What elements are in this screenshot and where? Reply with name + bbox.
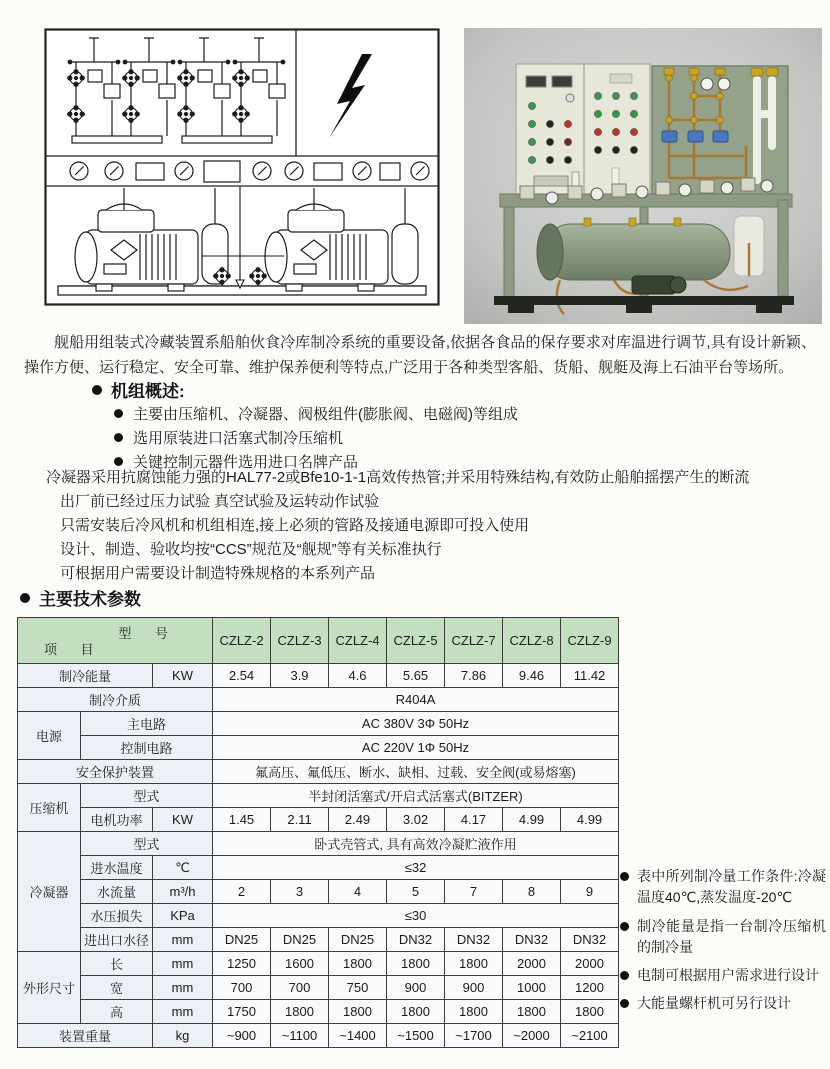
table-cell: 1250 bbox=[213, 952, 271, 976]
list-item-text: 主要由压缩机、冷凝器、阀极组件(膨胀阀、电磁阀)等组成 bbox=[133, 405, 518, 423]
table-cell: 1600 bbox=[271, 952, 329, 976]
table-cell: 2000 bbox=[503, 952, 561, 976]
table-cell: KPa bbox=[153, 904, 213, 928]
table-row bbox=[18, 1024, 619, 1048]
table-cell: 2.54 bbox=[213, 664, 271, 688]
table-cell: 1000 bbox=[503, 976, 561, 1000]
feature-lines bbox=[46, 466, 820, 586]
table-cell: R404A bbox=[213, 688, 619, 712]
table-cell: 3.02 bbox=[387, 808, 445, 832]
list-item-text: 大能量螺杆机可另行设计 bbox=[637, 995, 791, 1012]
side-notes bbox=[620, 866, 826, 1022]
table-cell: 4 bbox=[329, 880, 387, 904]
table-row bbox=[18, 832, 619, 856]
side-note-item bbox=[620, 993, 826, 1014]
model-header-cell: CZLZ-5 bbox=[387, 618, 445, 664]
table-cell: 8 bbox=[503, 880, 561, 904]
table-cell: KW bbox=[153, 808, 213, 832]
params-table-body bbox=[18, 618, 619, 1048]
table-cell: 7 bbox=[445, 880, 503, 904]
table-cell: mm bbox=[153, 952, 213, 976]
table-cell: 型式 bbox=[81, 784, 213, 808]
feature-line: 设计、制造、验收均按“CCS”规范及“舰规”等有关标准执行 bbox=[60, 541, 442, 558]
table-row bbox=[18, 808, 619, 832]
table-cell: mm bbox=[153, 976, 213, 1000]
table-cell: ~1500 bbox=[387, 1024, 445, 1048]
feature-line: 冷凝器采用抗腐蚀能力强的HAL77-2或Bfe10-1-1高效传热管;并采用特殊结构,有效防止船舶摇摆产生的断流 bbox=[46, 469, 750, 486]
side-note-item bbox=[620, 916, 826, 959]
feature-line: 可根据用户需要设计制造特殊规格的本系列产品 bbox=[60, 565, 376, 582]
overview-bullet-item bbox=[114, 425, 794, 449]
table-cell: AC 220V 1Φ 50Hz bbox=[213, 736, 619, 760]
table-cell: m³/h bbox=[153, 880, 213, 904]
table-row bbox=[18, 688, 619, 712]
model-header-cell: CZLZ-4 bbox=[329, 618, 387, 664]
bullet-icon bbox=[114, 457, 123, 466]
table-cell: 4.99 bbox=[503, 808, 561, 832]
model-header-cell: CZLZ-7 bbox=[445, 618, 503, 664]
table-cell: 2.49 bbox=[329, 808, 387, 832]
table-cell: 2 bbox=[213, 880, 271, 904]
bullet-icon bbox=[114, 409, 123, 418]
table-cell: 1.45 bbox=[213, 808, 271, 832]
model-header-cell: CZLZ-8 bbox=[503, 618, 561, 664]
overview-bullet-list bbox=[114, 401, 794, 473]
table-cell: ≤32 bbox=[213, 856, 619, 880]
list-item-text: 表中所列制冷量工作条件:冷凝温度40℃,蒸发温度-20℃ bbox=[637, 868, 826, 906]
table-cell: ~2000 bbox=[503, 1024, 561, 1048]
table-cell: KW bbox=[153, 664, 213, 688]
table-cell: 装置重量 bbox=[18, 1024, 153, 1048]
table-cell: mm bbox=[153, 928, 213, 952]
table-cell: 4.6 bbox=[329, 664, 387, 688]
table-cell: 1800 bbox=[445, 952, 503, 976]
table-cell: 主电路 bbox=[81, 712, 213, 736]
table-cell: 制冷能量 bbox=[18, 664, 153, 688]
table-cell: 进出口水径 bbox=[81, 928, 153, 952]
table-cell: 7.86 bbox=[445, 664, 503, 688]
bullet-icon bbox=[20, 593, 30, 603]
table-cell: 750 bbox=[329, 976, 387, 1000]
table-row bbox=[18, 1000, 619, 1024]
table-cell: ~2100 bbox=[561, 1024, 619, 1048]
list-item-text: 电制可根据用户需求进行设计 bbox=[637, 967, 819, 984]
table-cell: 进水温度 bbox=[81, 856, 153, 880]
bullet-icon bbox=[620, 922, 629, 931]
model-header-cell: CZLZ-3 bbox=[271, 618, 329, 664]
overview-bullet-item bbox=[114, 401, 794, 425]
table-cell: 水流量 bbox=[81, 880, 153, 904]
table-cell: 制冷介质 bbox=[18, 688, 213, 712]
corner-bottom-label: 项 目 bbox=[44, 642, 104, 657]
overview-heading-text: 机组概述: bbox=[111, 382, 185, 401]
corner-top-label: 型 号 bbox=[118, 626, 179, 641]
parameters-table-wrap bbox=[17, 617, 619, 1048]
table-cell: 氟高压、氟低压、断水、缺相、过载、安全阀(或易熔塞) bbox=[213, 760, 619, 784]
table-cell: mm bbox=[153, 1000, 213, 1024]
table-cell: 1800 bbox=[329, 952, 387, 976]
params-table bbox=[17, 617, 619, 1048]
table-cell: 1800 bbox=[387, 952, 445, 976]
parameters-heading bbox=[20, 585, 141, 610]
table-cell: 控制电路 bbox=[81, 736, 213, 760]
table-corner-cell bbox=[18, 618, 213, 664]
table-cell: 3 bbox=[271, 880, 329, 904]
table-cell: DN32 bbox=[445, 928, 503, 952]
table-cell: ℃ bbox=[153, 856, 213, 880]
table-cell: 2.11 bbox=[271, 808, 329, 832]
table-cell: 压缩机 bbox=[18, 784, 81, 832]
table-cell: 9.46 bbox=[503, 664, 561, 688]
overview-heading bbox=[92, 377, 185, 402]
table-cell: 900 bbox=[387, 976, 445, 1000]
table-cell: 电机功率 bbox=[81, 808, 153, 832]
table-cell: 安全保护装置 bbox=[18, 760, 213, 784]
table-cell: 5 bbox=[387, 880, 445, 904]
table-row bbox=[18, 664, 619, 688]
table-cell: 1800 bbox=[503, 1000, 561, 1024]
side-note-item bbox=[620, 965, 826, 986]
table-cell: 1200 bbox=[561, 976, 619, 1000]
table-row bbox=[18, 904, 619, 928]
table-row bbox=[18, 976, 619, 1000]
table-cell: 宽 bbox=[81, 976, 153, 1000]
parameters-heading-text: 主要技术参数 bbox=[39, 590, 141, 609]
table-cell: ~1400 bbox=[329, 1024, 387, 1048]
unit-line-drawing bbox=[44, 28, 440, 306]
side-note-item bbox=[620, 866, 826, 909]
table-cell: 900 bbox=[445, 976, 503, 1000]
table-row bbox=[18, 712, 619, 736]
table-cell: 700 bbox=[213, 976, 271, 1000]
table-cell: DN32 bbox=[503, 928, 561, 952]
bullet-icon bbox=[620, 999, 629, 1008]
table-cell: 型式 bbox=[81, 832, 213, 856]
table-cell: ~1700 bbox=[445, 1024, 503, 1048]
table-cell: 1800 bbox=[387, 1000, 445, 1024]
intro-paragraph: 舰船用组装式冷藏装置系船舶伙食冷库制冷系统的重要设备,依据各食品的保存要求对库温进行调节,具有设计新颖、操作方便、运行稳定、安全可靠、维护保养便利等特点,广泛用于各种类型客船、货船、舰艇及海上石油平台等场所。 bbox=[24, 334, 816, 376]
table-cell: DN25 bbox=[213, 928, 271, 952]
table-cell: DN25 bbox=[271, 928, 329, 952]
table-cell: ≤30 bbox=[213, 904, 619, 928]
table-cell: 4.17 bbox=[445, 808, 503, 832]
table-cell: 水压损失 bbox=[81, 904, 153, 928]
table-cell: 卧式壳管式, 具有高效冷凝贮液作用 bbox=[213, 832, 619, 856]
table-cell: ~1100 bbox=[271, 1024, 329, 1048]
table-cell: ~900 bbox=[213, 1024, 271, 1048]
table-cell: 长 bbox=[81, 952, 153, 976]
table-cell: kg bbox=[153, 1024, 213, 1048]
table-row bbox=[18, 736, 619, 760]
bullet-icon bbox=[620, 872, 629, 881]
feature-line: 出厂前已经过压力试验 真空试验及运转动作试验 bbox=[60, 493, 380, 510]
table-row bbox=[18, 880, 619, 904]
table-cell: 半封闭活塞式/开启式活塞式(BITZER) bbox=[213, 784, 619, 808]
table-cell: 3.9 bbox=[271, 664, 329, 688]
list-item-text: 制冷能量是指一台制冷压缩机的制冷量 bbox=[637, 917, 826, 955]
table-cell: 4.99 bbox=[561, 808, 619, 832]
table-cell: 1800 bbox=[271, 1000, 329, 1024]
table-row bbox=[18, 928, 619, 952]
table-row bbox=[18, 952, 619, 976]
table-cell: 9 bbox=[561, 880, 619, 904]
bullet-icon bbox=[114, 433, 123, 442]
table-cell: AC 380V 3Φ 50Hz bbox=[213, 712, 619, 736]
table-cell: DN25 bbox=[329, 928, 387, 952]
unit-photo bbox=[464, 28, 822, 324]
table-row bbox=[18, 856, 619, 880]
table-row bbox=[18, 760, 619, 784]
table-cell: 700 bbox=[271, 976, 329, 1000]
table-cell: 11.42 bbox=[561, 664, 619, 688]
feature-line: 只需安装后冷风机和机组相连,接上必须的管路及接通电源即可投入使用 bbox=[60, 517, 530, 534]
model-header-cell: CZLZ-2 bbox=[213, 618, 271, 664]
table-cell: 1800 bbox=[445, 1000, 503, 1024]
bullet-icon bbox=[620, 971, 629, 980]
list-item-text: 关键控制元器件选用进口名牌产品 bbox=[133, 453, 359, 471]
photo-svg bbox=[464, 28, 822, 324]
model-header-cell: CZLZ-9 bbox=[561, 618, 619, 664]
table-cell: 1750 bbox=[213, 1000, 271, 1024]
table-cell: 外形尺寸 bbox=[18, 952, 81, 1024]
list-item-text: 选用原装进口活塞式制冷压缩机 bbox=[133, 429, 344, 447]
table-row bbox=[18, 784, 619, 808]
table-cell: 1800 bbox=[561, 1000, 619, 1024]
table-cell: DN32 bbox=[561, 928, 619, 952]
table-cell: 电源 bbox=[18, 712, 81, 760]
table-cell: 2000 bbox=[561, 952, 619, 976]
table-cell: 5.65 bbox=[387, 664, 445, 688]
bullet-icon bbox=[92, 385, 102, 395]
table-cell: 1800 bbox=[329, 1000, 387, 1024]
table-cell: 冷凝器 bbox=[18, 832, 81, 952]
table-cell: DN32 bbox=[387, 928, 445, 952]
table-cell: 高 bbox=[81, 1000, 153, 1024]
line-drawing-svg bbox=[44, 28, 440, 306]
